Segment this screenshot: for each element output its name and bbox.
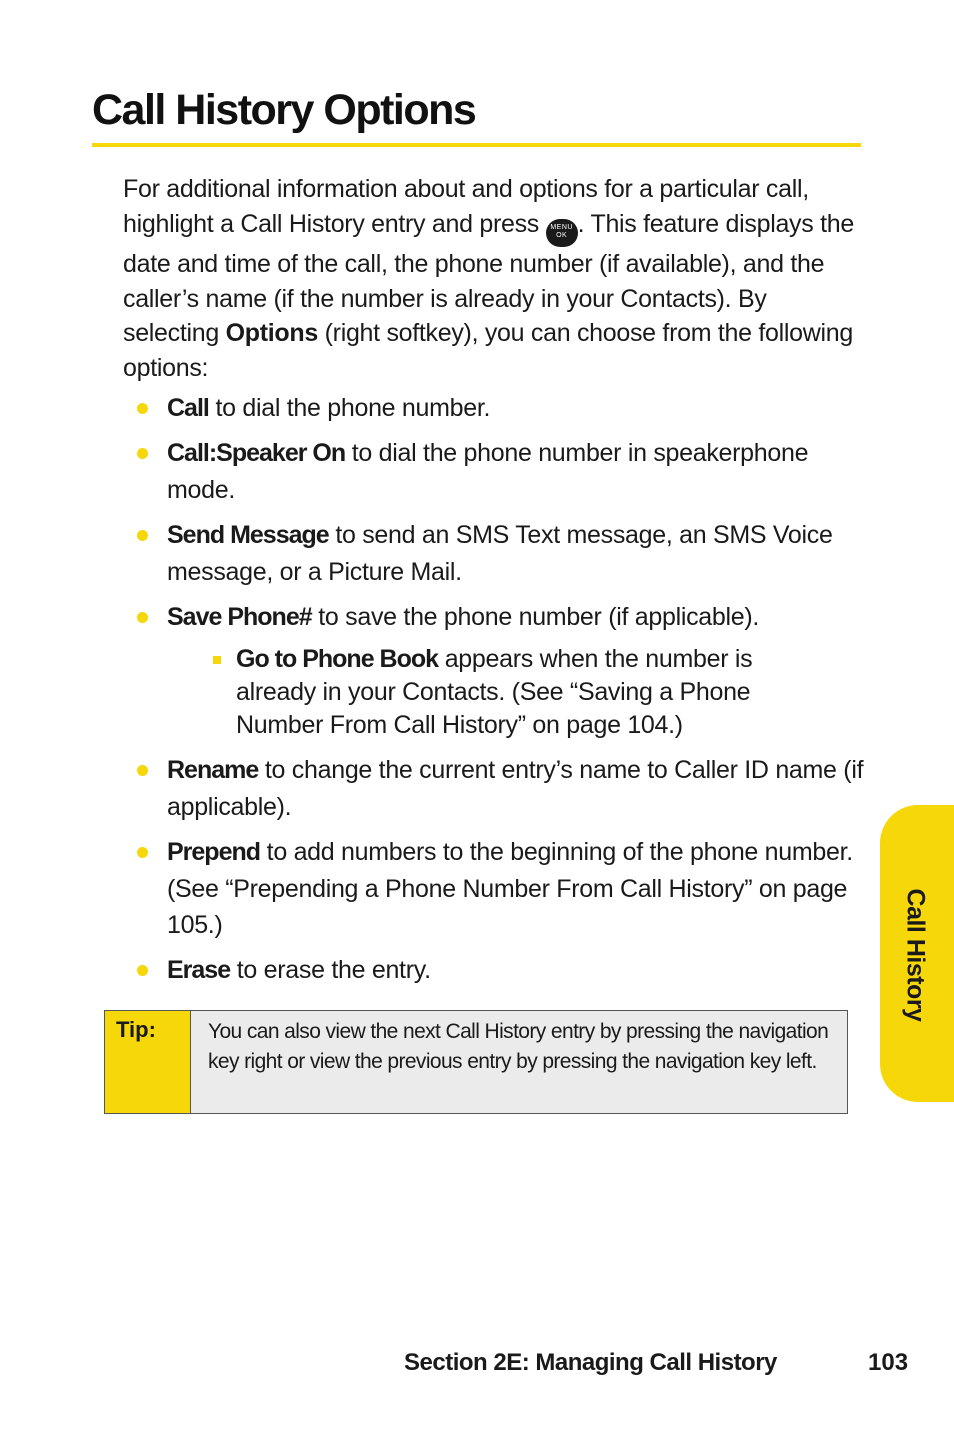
bullet-dot-icon [137,403,148,414]
bullet-dot-icon [137,530,148,541]
list-item-erase [167,952,867,989]
intro-paragraph [123,172,863,386]
footer-page-number: 103 [868,1349,909,1376]
option-term: Call [167,394,209,422]
bullet-square-icon [213,656,221,664]
tip-label: Tip: [105,1011,191,1113]
bullet-dot-icon [137,847,148,858]
menu-key-top-label: MENU [550,223,573,231]
list-item-send-message [167,517,867,590]
option-term: Erase [167,956,231,984]
option-term: Send Message [167,521,329,549]
menu-ok-key-icon [546,219,578,247]
page-title: Call History Options [92,86,476,134]
intro-text-end: (right softkey), you can choose from the following options: [123,319,853,383]
option-description: to add numbers to the beginning of the phone number. (See “Prepending a Phone Number From Call History” on page 105.) [167,838,853,939]
list-item-save-phone [167,599,867,636]
option-term: Go to Phone Book [236,645,439,673]
option-description: to change the current entry’s name to Caller ID name (if applicable). [167,756,864,821]
intro-text-before-key: For additional information about and options for a particular call, highlight a Call History entry and press [123,175,809,238]
bullet-dot-icon [137,448,148,459]
menu-key-bottom-label: OK [556,231,568,239]
footer-section-title: Section 2E: Managing Call History [404,1349,777,1376]
title-rule [92,143,861,147]
option-description: to save the phone number (if applicable). [311,603,760,631]
option-term: Save Phone# [167,603,312,631]
bullet-dot-icon [137,765,148,776]
list-item-prepend [167,834,867,944]
intro-text-after-key: . This feature displays the date and time of the call, the phone number (if available), and the caller’s name (if the number is already in your Contacts). By selecting [123,209,854,348]
bullet-dot-icon [137,612,148,623]
options-term: Options [225,319,318,348]
option-term: Call:Speaker On [167,439,346,467]
section-side-tab-label: Call History [901,888,930,1022]
option-description: to send an SMS Text message, an SMS Voice message, or a Picture Mail. [167,521,833,586]
sub-list-item-go-to-phone-book [236,643,816,742]
tip-box [104,1010,848,1114]
tip-text: You can also view the next Call History entry by pressing the navigation key right or view the previous entry by pressing the navigation key left. [191,1011,847,1113]
option-description: appears when the number is already in your Contacts. (See “Saving a Phone Number From Call History” on page 104.) [236,645,753,739]
option-description: to dial the phone number. [208,394,491,422]
option-term: Rename [167,756,259,784]
option-description: to dial the phone number in speakerphone mode. [167,439,809,504]
list-item-call-speaker-on [167,435,867,508]
option-term: Prepend [167,838,261,866]
list-item-rename [167,752,867,825]
list-item-call [167,390,867,427]
bullet-dot-icon [137,965,148,976]
option-description: to erase the entry. [230,956,431,984]
